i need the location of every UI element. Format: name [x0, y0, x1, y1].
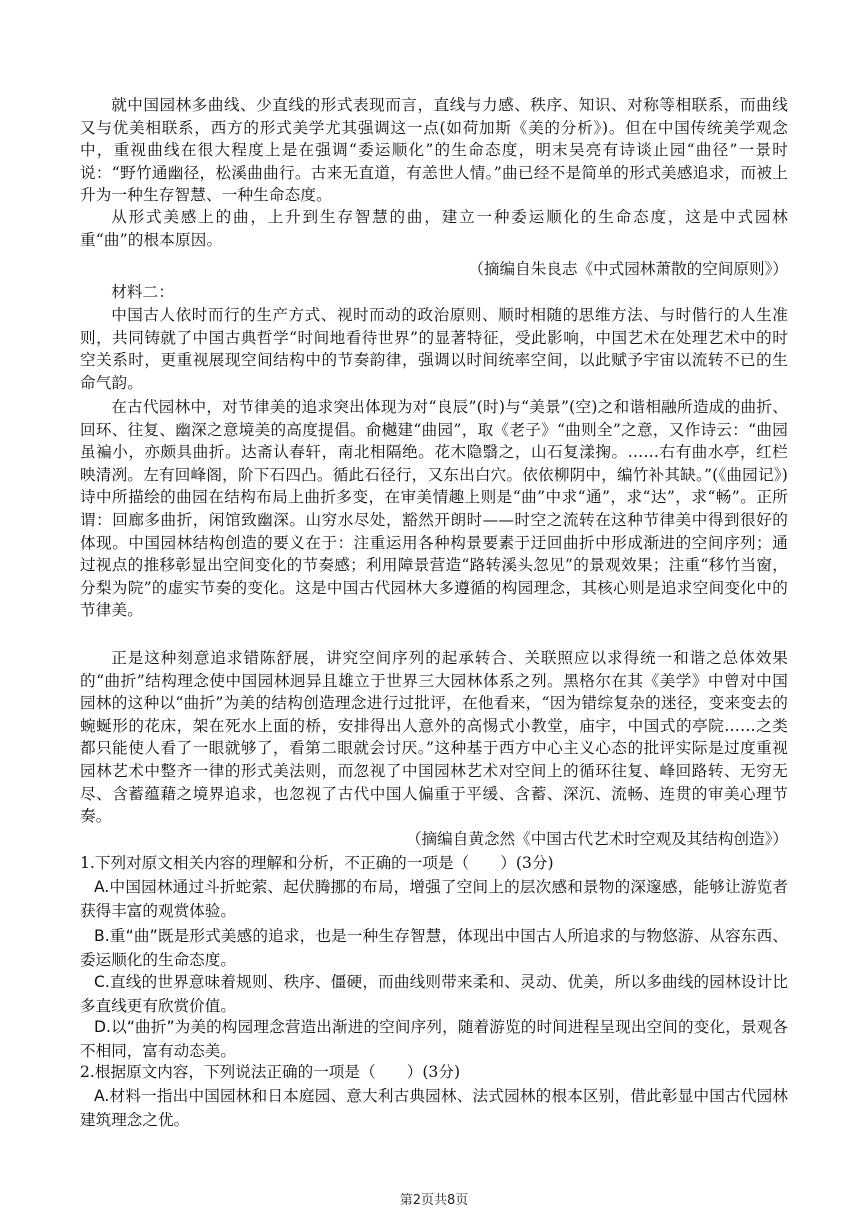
material2-paragraph-1: 中国古人依时而行的生产方式、视时而动的政治原则、顺时相随的思维方法、与时偕行的人生准则，共同铸就了中国古典哲学“时间地看待世界”的显著特征，受此影响，中国艺术在处理艺术中的时空关系时，更重视展现空间结构中的节奏韵律，强调以时间统率空间，以此赋予宇宙以流转不已的生命气韵。 — [80, 306, 788, 392]
material2-heading: 材料二： — [111, 283, 175, 301]
page-footer: 第2页共8页 — [399, 1193, 469, 1208]
material2-source: （摘编自黄念然《中国古代艺术时空观及其结构创造》） — [405, 830, 788, 848]
question-1-option-b: B.重“曲”既是形式美感的追求，也是一种生存智慧，体现出中国古人所追求的与物悠游、从容东西、委运顺化的生命态度。 — [80, 927, 788, 969]
question-1-option-d: D.以“曲折”为美的构园理念营造出渐进的空间序列，随着游览的时间进程呈现出空间的变化，景观各不相同，富有动态美。 — [80, 1018, 788, 1060]
question-2-option-a: A.材料一指出中国园林和日本庭园、意大利古典园林、法式园林的根本区别，借此彰显中国古代园林建筑理念之优。 — [80, 1087, 788, 1129]
question-2-stem: 2.根据原文内容，下列说法正确的一项是（ ）(3分) — [80, 1063, 461, 1081]
material2-paragraph-3: 正是这种刻意追求错陈舒展，讲究空间序列的起承转合、关联照应以求得统一和谐之总体效果的“曲折”结构理念使中国园林迥异且雄立于世界三大园林体系之列。黑格尔在其《美学》中曾对中国园林的这种以“曲折”为美的结构创造理念进行过批评，在他看来，“因为错综复杂的迷径，变来变去的蜿蜒形的花床，架在死水上面的桥，安排得出人意外的高惕式小教堂，庙宇，中国式的亭院……之类都只能使人看了一眼就够了，看第二眼就会讨厌。”这种基于西方中心主义心态的批评实际是过度重视园林艺术中整齐一律的形式美法则，而忽视了中国园林艺术对空间上的循环往复、峰回路转、无穷无尽、含蓄蕴藉之境界追求，也忽视了古代中国人偏重于平缓、含蓄、深沉、流畅、连贯的审美心理节奏。 — [80, 649, 788, 826]
material1-source: （摘编自朱良志《中式园林萧散的空间原则》） — [468, 260, 788, 278]
question-1-option-c: C.直线的世界意味着规则、秩序、僵硬，而曲线则带来柔和、灵动、优美，所以多曲线的园林设计比多直线更有欣赏价值。 — [80, 973, 788, 1015]
material2-paragraph-2: 在古代园林中，对节律美的追求突出体现为对“良辰”(时)与“美景”(空)之和谐相融所造成的曲折、回环、往复、幽深之意境美的高度提倡。俞樾建“曲园”，取《老子》“曲则全”之意，又作诗云：“曲园虽褊小，亦颇具曲折。达斋认春轩，南北相隔绝。花木隐翳之，山石复漾掬。……右有曲水亭，红栏映清冽。左有回峰阁，阶下石四凸。循此石径行，又东出白穴。依依柳阴中，编竹补其缺。”(《曲园记》)诗中所描绘的曲园在结构布局上曲折多变，在审美情趣上则是“曲”中求“通”，求“达”，求“畅”。正所谓：回廊多曲折，闲馆致幽深。山穷水尽处，豁然开朗时——时空之流转在这种节律美中得到很好的体现。中国园林结构创造的要义在于：注重运用各种构景要素于迂回曲折中形成渐进的空间序列；通过视点的推移彰显出空间变化的节奏感；利用障景营造“路转溪头忽见”的景观效果；注重“移竹当窗，分梨为院”的虚实节奏的变化。这是中国古代园林大多遵循的构园理念，其核心则是追求空间变化中的节律美。 — [80, 398, 788, 620]
material1-paragraph-2: 从形式美感上的曲，上升到生存智慧的曲，建立一种委运顺化的生命态度，这是中式园林重“曲”的根本原因。 — [80, 208, 788, 249]
material1-paragraph-1: 就中国园林多曲线、少直线的形式表现而言，直线与力感、秩序、知识、对称等相联系，而曲线又与优美相联系，西方的形式美学尤其强调这一点(如荷加斯《美的分析》)。但在中国传统美学观念中，重视曲线在很大程度上是在强调“委运顺化”的生命态度，明末吴亮有诗谈止园“曲径”一景时说：“野竹通幽径，松溪曲曲行。古来无直道，有恙世人情。”曲已经不是简单的形式美感追求，而被上升为一种生存智慧、一种生命态度。 — [80, 96, 788, 205]
question-1-option-a: A.中国园林通过斗折蛇萦、起伏腾挪的布局，增强了空间上的层次感和景物的深邃感，能够让游览者获得丰富的观赏体验。 — [80, 878, 788, 920]
question-1-stem: 1.下列对原文相关内容的理解和分析，不正确的一项是（ ）(3分) — [80, 854, 554, 872]
